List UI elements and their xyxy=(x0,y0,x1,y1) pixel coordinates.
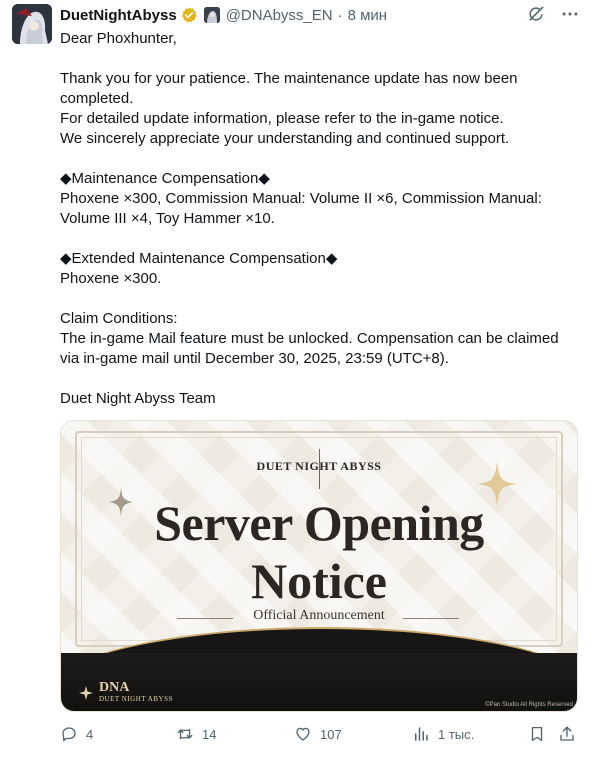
like-button[interactable] xyxy=(294,724,342,744)
claim-text: The in-game Mail feature must be unlocked. Compensation can be claimed via in-game mail until December 30, 2025, 23:59 (UTC+8). xyxy=(60,330,559,367)
views-icon xyxy=(412,725,430,743)
paragraph-line: Thank you for your patience. The maintenance update has now been completed. xyxy=(60,70,518,107)
verified-badge-icon[interactable] xyxy=(180,6,198,24)
author-handle[interactable]: @DNAbyss_EN xyxy=(225,6,333,24)
repost-button[interactable] xyxy=(176,724,216,744)
affiliate-logo-icon[interactable] xyxy=(204,7,220,23)
card-title-line2: Notice xyxy=(250,553,388,609)
extended-compensation-items: Phoxene ×300. xyxy=(60,270,162,287)
like-count: 107 xyxy=(320,726,342,742)
reply-count: 4 xyxy=(86,726,94,742)
like-icon xyxy=(294,725,312,743)
extended-compensation-heading: ◆Extended Maintenance Compensation◆ xyxy=(60,250,338,267)
paragraph-line: For detailed update information, please refer to the in-game notice. xyxy=(60,110,504,127)
claim-heading: Claim Conditions: xyxy=(60,310,178,327)
card-copyright: ©Pan Studio All Rights Reserved xyxy=(485,702,573,708)
author-name[interactable]: DuetNightAbyss xyxy=(60,6,177,24)
share-button[interactable] xyxy=(558,724,576,744)
tweet-top-actions xyxy=(526,4,580,24)
share-icon xyxy=(558,725,576,743)
card-brand: DUET NIGHT ABYSS xyxy=(256,459,382,473)
reply-icon xyxy=(60,725,78,743)
avatar[interactable] xyxy=(12,4,52,44)
media-image[interactable] xyxy=(60,420,578,712)
compensation-heading: ◆Maintenance Compensation◆ xyxy=(60,170,270,187)
signature-text: Duet Night Abyss Team xyxy=(60,390,216,407)
greeting-text: Dear Phoxhunter, xyxy=(60,30,177,47)
paragraph-line: We sincerely appreciate your understanding and continued support. xyxy=(60,130,510,147)
grok-icon[interactable] xyxy=(526,4,546,24)
dna-logo-text: DNA xyxy=(99,680,130,695)
dna-logo-icon xyxy=(79,686,93,700)
separator-dot: · xyxy=(337,6,343,24)
tweet-actions xyxy=(60,724,580,744)
more-icon[interactable] xyxy=(560,4,580,24)
repost-count: 14 xyxy=(202,726,217,742)
dna-logo-subtext: DUET NIGHT ABYSS xyxy=(99,695,173,703)
views-button[interactable] xyxy=(412,724,474,744)
subtitle-rule xyxy=(403,618,459,619)
card-title-line1: Server Opening xyxy=(154,495,484,551)
repost-icon xyxy=(176,725,194,743)
bookmark-icon xyxy=(528,725,546,743)
tweet-time[interactable]: 8 мин xyxy=(347,6,388,24)
tweet-header xyxy=(60,4,387,26)
bookmark-button[interactable] xyxy=(528,724,546,744)
dna-logo xyxy=(79,681,173,704)
views-count: 1 тыс. xyxy=(438,726,475,742)
tweet-text xyxy=(60,29,580,409)
compensation-items: Phoxene ×300, Commission Manual: Volume II ×6, Commission Manual: Volume III ×4, Toy Hammer ×10. xyxy=(60,190,542,227)
reply-button[interactable] xyxy=(60,724,93,744)
card-subtitle: Official Announcement xyxy=(253,608,385,623)
